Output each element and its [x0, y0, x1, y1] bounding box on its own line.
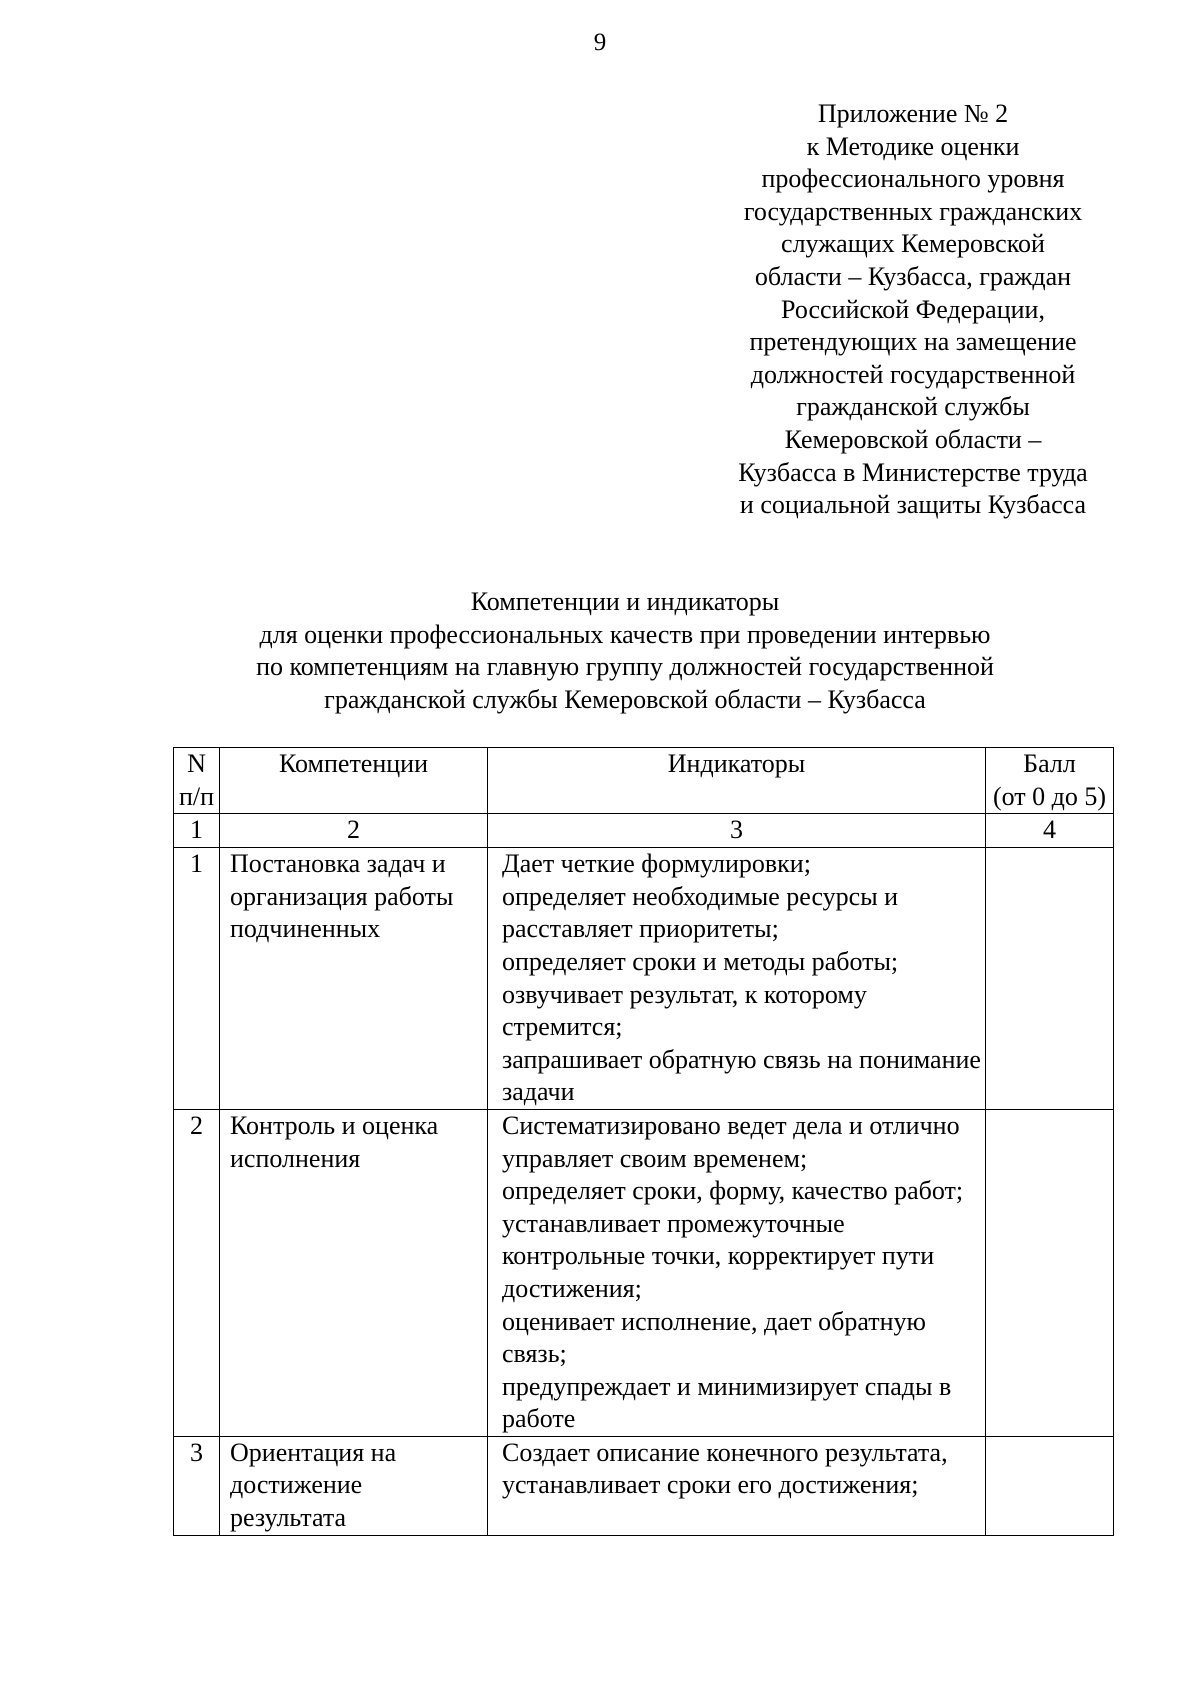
appendix-line: служащих Кемеровской [781, 229, 1045, 259]
appendix-line: области – Кузбасса, граждан [754, 261, 1072, 291]
header-num-line2: п/п [178, 781, 215, 811]
column-number: 1 [174, 814, 220, 848]
row-number: 1 [174, 848, 220, 1110]
appendix-note [718, 98, 1108, 522]
competency-cell: Ориентация на достижение результата [220, 1436, 488, 1535]
appendix-line: и социальной защиты Кузбасса [739, 490, 1087, 520]
appendix-line: должностей государственной [750, 359, 1076, 389]
indicator-item: Создает описание конечного результата, устанавливает сроки его достижения; [502, 1437, 948, 1500]
appendix-line: государственных гражданских [743, 196, 1083, 226]
score-cell [986, 848, 1114, 1110]
indicator-item: определяет сроки, форму, качество работ; [502, 1176, 964, 1206]
score-cell [986, 1109, 1114, 1436]
title-line: гражданской службы Кемеровской области – Кузбасса [324, 684, 926, 714]
indicator-item: оценивает исполнение, дает обратную связь; [502, 1306, 926, 1369]
header-score-line2: (от 0 до 5) [992, 781, 1107, 811]
indicators-cell [488, 1109, 986, 1436]
indicator-item: устанавливает промежуточные контрольные точки, корректирует пути достижения; [502, 1208, 935, 1303]
indicator-item: запрашивает обратную связь на понимание задачи [502, 1044, 981, 1107]
column-number: 3 [488, 814, 986, 848]
indicator-item: предупреждает и минимизирует спады в работе [502, 1371, 952, 1434]
appendix-line: претендующих на замещение [749, 327, 1077, 357]
header-num [174, 748, 220, 814]
table-header-row [174, 748, 1114, 814]
score-cell [986, 1436, 1114, 1535]
indicator-item: Дает четкие формулировки; [502, 849, 811, 879]
column-number-row [174, 814, 1114, 848]
indicator-item: озвучивает результат, к которому стремится; [502, 979, 867, 1042]
appendix-line: Кемеровской области – [784, 424, 1042, 454]
page-number: 9 [593, 29, 607, 56]
table-row [174, 1109, 1114, 1436]
header-competencies: Компетенции [220, 748, 488, 814]
column-number: 2 [220, 814, 488, 848]
column-number: 4 [986, 814, 1114, 848]
row-number: 3 [174, 1436, 220, 1535]
appendix-line: Кузбасса в Министерстве труда [738, 457, 1088, 487]
competency-cell: Контроль и оценка исполнения [220, 1109, 488, 1436]
header-indicators: Индикаторы [488, 748, 986, 814]
appendix-line: гражданской службы [796, 392, 1030, 422]
title-line: Компетенции и индикаторы [470, 587, 780, 616]
header-num-line1: N [187, 749, 206, 778]
indicators-cell [488, 1436, 986, 1535]
row-number: 2 [174, 1109, 220, 1436]
appendix-line: профессионального уровня [761, 164, 1065, 194]
indicators-cell [488, 848, 986, 1110]
competency-table [173, 747, 1114, 1536]
title-line: для оценки профессиональных качеств при проведении интервью [259, 619, 991, 649]
document-title [150, 586, 1100, 716]
title-line: по компетенциям на главную группу должностей государственной [256, 652, 994, 682]
header-score-line1: Балл [1023, 749, 1076, 778]
indicator-item: определяет необходимые ресурсы и расставляет приоритеты; [502, 881, 899, 944]
appendix-line: к Методике оценки [806, 131, 1020, 161]
indicator-item: определяет сроки и методы работы; [502, 946, 899, 976]
header-score [986, 748, 1114, 814]
appendix-line: Российской Федерации, [781, 294, 1045, 324]
appendix-line: Приложение № 2 [817, 99, 1009, 128]
table-row [174, 848, 1114, 1110]
table-row [174, 1436, 1114, 1535]
indicator-item: Систематизировано ведет дела и отлично управляет своим временем; [502, 1110, 960, 1173]
competency-cell: Постановка задач и организация работы подчиненных [220, 848, 488, 1110]
